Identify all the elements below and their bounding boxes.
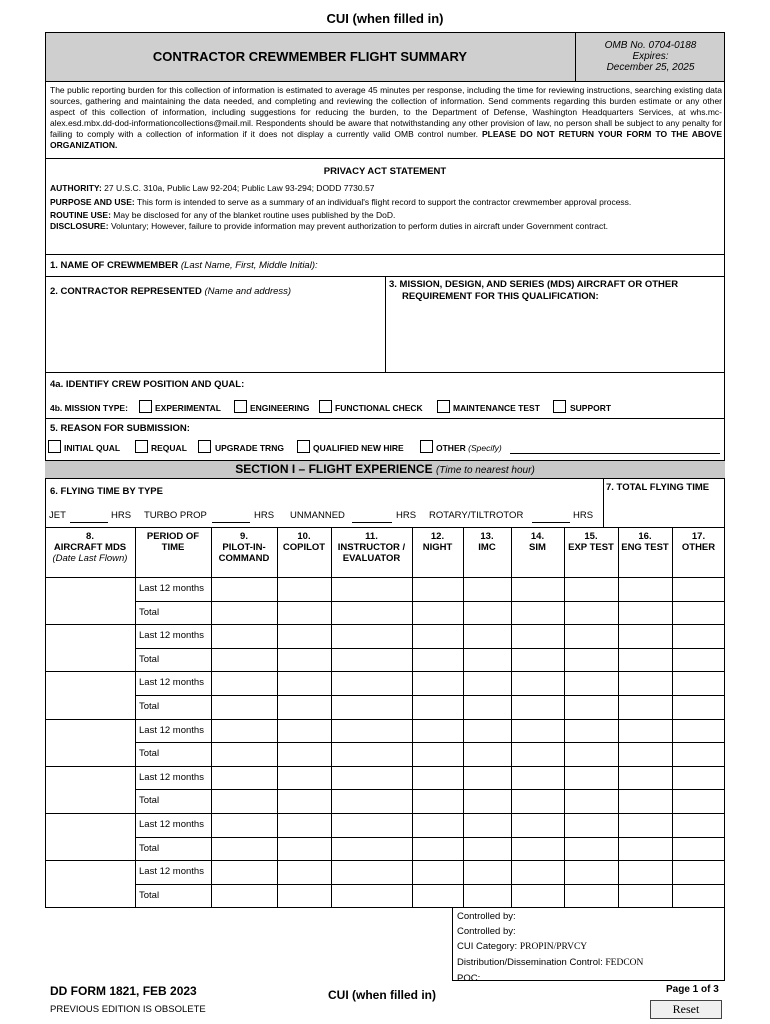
crew-position-input[interactable] — [258, 375, 718, 393]
experimental-label: EXPERIMENTAL — [155, 403, 221, 413]
contractor-label: 2. CONTRACTOR REPRESENTED — [50, 286, 202, 297]
hours-input[interactable] — [464, 885, 510, 907]
period-label: Last 12 months — [139, 819, 204, 830]
column-header — [135, 531, 211, 553]
authority-label: AUTHORITY: — [50, 183, 102, 193]
hours-input[interactable] — [212, 672, 276, 694]
hours-input[interactable] — [413, 838, 462, 860]
hours-input[interactable] — [565, 578, 617, 600]
other-reason-text: OTHER — [436, 443, 466, 453]
column-header — [412, 531, 463, 553]
hours-input[interactable] — [212, 696, 276, 718]
column-label: NIGHT — [422, 542, 453, 553]
hours-input[interactable] — [565, 790, 617, 812]
hours-input[interactable] — [673, 578, 724, 600]
hours-input[interactable] — [565, 743, 617, 765]
column-header — [277, 531, 331, 553]
turbo-prop-hrs-label: HRS — [254, 510, 275, 521]
hours-input[interactable] — [332, 602, 411, 624]
hours-input[interactable] — [673, 767, 724, 789]
hours-input[interactable] — [565, 814, 617, 836]
period-label: Last 12 months — [139, 677, 204, 689]
contractor-input[interactable] — [48, 300, 382, 370]
hours-input[interactable] — [413, 885, 462, 907]
field-1-label — [50, 260, 318, 271]
column-label: PILOT-IN-COMMAND — [218, 542, 270, 564]
cui-banner-bottom: CUI (when filled in) — [328, 988, 436, 1002]
functional-check-checkbox[interactable] — [319, 400, 332, 413]
field-3-label — [389, 279, 678, 303]
column-number: 17. — [691, 531, 706, 542]
privacy-title: PRIVACY ACT STATEMENT — [323, 166, 447, 177]
disclosure-text: Voluntary; However, failure to provide information may prevent authorization to perform duties in aircraft under Government contract. — [110, 221, 608, 231]
hours-input[interactable] — [464, 696, 510, 718]
hours-input[interactable] — [278, 861, 330, 883]
aircraft-mds-input[interactable] — [47, 862, 133, 905]
column-header — [564, 531, 618, 553]
column-header — [618, 531, 672, 553]
support-label: SUPPORT — [570, 403, 612, 413]
jet-label: JET — [49, 510, 66, 521]
period-label: Last 12 months — [139, 630, 204, 642]
hours-input[interactable] — [512, 696, 563, 718]
column-label: EXP TEST — [568, 542, 614, 553]
section-1-title — [45, 462, 725, 476]
column-number: 8. — [86, 531, 94, 542]
column-label: OTHER — [681, 542, 716, 553]
support-checkbox[interactable] — [553, 400, 566, 413]
hours-input[interactable] — [332, 814, 411, 836]
hours-input[interactable] — [673, 625, 724, 647]
hours-input[interactable] — [565, 767, 617, 789]
hours-input[interactable] — [212, 649, 276, 671]
hours-input[interactable] — [512, 790, 563, 812]
mds-input[interactable] — [388, 306, 722, 370]
hours-input[interactable] — [565, 672, 617, 694]
hours-input[interactable] — [619, 672, 671, 694]
hours-input[interactable] — [212, 625, 276, 647]
hours-input[interactable] — [332, 696, 411, 718]
hours-input[interactable] — [512, 649, 563, 671]
hours-input[interactable] — [332, 720, 411, 742]
hours-input[interactable] — [619, 743, 671, 765]
mds-label-line2: REQUIREMENT FOR THIS QUALIFICATION: — [402, 291, 599, 302]
hours-input[interactable] — [565, 625, 617, 647]
hours-input[interactable] — [413, 720, 462, 742]
hours-input[interactable] — [413, 743, 462, 765]
hours-input[interactable] — [212, 743, 276, 765]
hours-input[interactable] — [332, 625, 411, 647]
column-header — [463, 531, 511, 553]
initial-qual-label: INITIAL QUAL — [64, 443, 121, 453]
hours-input[interactable] — [413, 790, 462, 812]
poc-label: POC: — [457, 973, 481, 984]
crewmember-name-label: 1. NAME OF CREWMEMBER — [50, 260, 179, 271]
expires-label: Expires: — [632, 51, 669, 62]
form-title: CONTRACTOR CREWMEMBER FLIGHT SUMMARY — [152, 49, 468, 64]
hours-input[interactable] — [673, 602, 724, 624]
hours-input[interactable] — [332, 767, 411, 789]
hours-input[interactable] — [565, 602, 617, 624]
hours-input[interactable] — [413, 672, 462, 694]
hours-input[interactable] — [413, 649, 462, 671]
maintenance-test-label: MAINTENANCE TEST — [453, 403, 540, 413]
period-label: Total — [139, 889, 160, 901]
period-label: Total — [139, 701, 160, 712]
qualified-new-hire-checkbox[interactable] — [297, 440, 310, 453]
hours-input[interactable] — [512, 720, 563, 742]
flying-time-label: 6. FLYING TIME BY TYPE — [50, 486, 163, 497]
column-number: 9. — [240, 531, 248, 542]
purpose-label: PURPOSE AND USE: — [50, 197, 135, 207]
column-header — [211, 531, 277, 564]
unmanned-hrs-input[interactable] — [352, 522, 392, 523]
routine-label: ROUTINE USE: — [50, 210, 111, 220]
hours-input[interactable] — [413, 578, 462, 600]
hours-input[interactable] — [413, 696, 462, 718]
hours-input[interactable] — [332, 838, 411, 860]
disclosure-label: DISCLOSURE: — [50, 221, 109, 231]
column-number: 14. — [530, 531, 545, 542]
hours-input[interactable] — [413, 814, 462, 836]
hours-input[interactable] — [464, 838, 510, 860]
rotary-hrs-label: HRS — [573, 510, 594, 521]
hours-input[interactable] — [619, 790, 671, 812]
period-label: Last 12 months — [139, 771, 204, 783]
hours-input[interactable] — [619, 602, 671, 624]
hours-input[interactable] — [565, 885, 617, 907]
hours-input[interactable] — [619, 578, 671, 600]
obsolete-notice: PREVIOUS EDITION IS OBSOLETE — [50, 1004, 206, 1015]
column-label: ENG TEST — [621, 542, 669, 553]
column-label: COPILOT — [282, 542, 326, 553]
purpose-text: This form is intended to serve as a summary of an individual's flight record to support the contractor crewmember approval process. — [136, 197, 632, 207]
hours-input[interactable] — [512, 767, 563, 789]
hours-input[interactable] — [619, 861, 671, 883]
unmanned-label: UNMANNED — [290, 510, 345, 521]
hours-input[interactable] — [278, 767, 330, 789]
hours-input[interactable] — [673, 720, 724, 742]
hours-input[interactable] — [464, 649, 510, 671]
requal-checkbox[interactable] — [135, 440, 148, 453]
field-2-label — [50, 286, 291, 297]
crewmember-name-input[interactable] — [330, 256, 720, 274]
hours-input[interactable] — [464, 814, 510, 836]
aircraft-mds-input[interactable] — [47, 721, 133, 764]
hours-input[interactable] — [512, 814, 563, 836]
hours-input[interactable] — [413, 861, 462, 883]
hours-input[interactable] — [413, 625, 462, 647]
hours-input[interactable] — [512, 602, 563, 624]
hours-input[interactable] — [619, 838, 671, 860]
dissem-label: Distribution/Dissemination Control: — [457, 957, 603, 968]
column-label: AIRCRAFT MDS — [53, 542, 127, 553]
hours-input[interactable] — [565, 696, 617, 718]
rotary-label: ROTARY/TILTROTOR — [429, 510, 524, 521]
hours-input[interactable] — [332, 790, 411, 812]
column-number: 13. — [480, 531, 494, 542]
period-label: Total — [139, 748, 160, 760]
hours-input[interactable] — [512, 578, 563, 600]
column-label: INSTRUCTOR / EVALUATOR — [337, 542, 406, 564]
hours-input[interactable] — [212, 838, 276, 860]
hours-input[interactable] — [673, 790, 724, 812]
section-1-hint: (Time to nearest hour) — [435, 465, 535, 476]
aircraft-mds-input[interactable] — [47, 768, 133, 811]
cui-control-text — [457, 909, 643, 986]
requal-label: REQUAL — [151, 443, 187, 453]
controlled-by-1: Controlled by: — [457, 911, 516, 922]
other-reason-label — [436, 443, 502, 453]
other-reason-hint: (Specify) — [468, 443, 502, 453]
table-column-divider — [135, 527, 136, 908]
hours-input[interactable] — [332, 649, 411, 671]
reset-button[interactable]: Reset — [650, 1000, 722, 1019]
contractor-hint: (Name and address) — [204, 286, 292, 297]
hours-input[interactable] — [464, 720, 510, 742]
hours-input[interactable] — [332, 861, 411, 883]
hours-input[interactable] — [278, 743, 330, 765]
mds-label-line1: 3. MISSION, DESIGN, AND SERIES (MDS) AIRCRAFT OR OTHER — [389, 279, 679, 290]
mission-type-label: 4b. MISSION TYPE: — [50, 403, 128, 413]
period-label: Total — [139, 653, 160, 665]
hours-input[interactable] — [212, 720, 276, 742]
other-reason-input[interactable] — [510, 453, 720, 454]
period-label: Total — [139, 795, 160, 807]
column-header — [45, 531, 135, 564]
hours-input[interactable] — [212, 602, 276, 624]
hours-input[interactable] — [619, 649, 671, 671]
hours-input[interactable] — [619, 720, 671, 742]
hours-input[interactable] — [619, 814, 671, 836]
hours-input[interactable] — [464, 790, 510, 812]
section-1-heading: SECTION I – FLIGHT EXPERIENCE — [235, 462, 433, 476]
period-label: Last 12 months — [139, 866, 204, 878]
hours-input[interactable] — [673, 649, 724, 671]
experimental-checkbox[interactable] — [139, 400, 152, 413]
column-label: SIM — [529, 542, 546, 553]
burden-text: The public reporting burden for this collection of information is estimated to average 45 minutes per response, including the time for reviewing instructions, searching existing data sources, gathering and maintaining the data needed, and completing and reviewing the collection of information. Send comments regarding this burden estimate or any other aspect of this collection of information, including suggestions for reducing the burden, to the Department of Defense, Washington Headquarters Services, at whs.mc-alex.esd.mbx.dd-dod-informationcollections@mail.mil. Respondents should be aware that notwithstanding any other provision of law, no person shall be subject to any penalty for failing to comply with a collection of information if it does not display a currently valid OMB control number. — [50, 85, 722, 139]
qualified-new-hire-label: QUALIFIED NEW HIRE — [313, 443, 404, 453]
rotary-hrs-input[interactable] — [532, 522, 570, 523]
column-header — [331, 531, 412, 564]
column-number: 16. — [638, 531, 652, 542]
hours-input[interactable] — [464, 861, 510, 883]
functional-check-label: FUNCTIONAL CHECK — [335, 403, 423, 413]
burden-warning: PLEASE DO NOT RETURN YOUR FORM TO THE ABOVE ORGANIZATION. — [50, 129, 722, 150]
hours-input[interactable] — [278, 885, 330, 907]
jet-hrs-input[interactable] — [70, 522, 108, 523]
hours-input[interactable] — [512, 672, 563, 694]
hours-input[interactable] — [278, 672, 330, 694]
omb-info — [576, 40, 725, 73]
hours-input[interactable] — [673, 814, 724, 836]
column-number: 15. — [584, 531, 598, 542]
hours-input[interactable] — [464, 743, 510, 765]
hours-input[interactable] — [212, 790, 276, 812]
hours-input[interactable] — [212, 814, 276, 836]
period-label: Last 12 months — [139, 724, 204, 736]
hours-input[interactable] — [212, 767, 276, 789]
turbo-prop-label: TURBO PROP — [144, 510, 207, 521]
hours-input[interactable] — [278, 649, 330, 671]
privacy-statement — [50, 183, 720, 232]
hours-input[interactable] — [464, 625, 510, 647]
omb-number: OMB No. 0704-0188 — [604, 40, 697, 51]
crew-position-label: 4a. IDENTIFY CREW POSITION AND QUAL: — [50, 379, 245, 390]
maintenance-test-checkbox[interactable] — [437, 400, 450, 413]
total-flying-time-label: 7. TOTAL FLYING TIME — [606, 482, 710, 493]
engineering-checkbox[interactable] — [234, 400, 247, 413]
period-label: Total — [139, 606, 160, 618]
hours-input[interactable] — [212, 861, 276, 883]
period-label: Total — [139, 842, 160, 854]
hours-input[interactable] — [512, 838, 563, 860]
hours-input[interactable] — [278, 625, 330, 647]
controlled-by-2: Controlled by: — [457, 926, 516, 937]
jet-hrs-label: HRS — [111, 510, 132, 521]
column-label: IMC — [478, 542, 496, 553]
turbo-prop-hrs-input[interactable] — [212, 522, 250, 523]
hours-input[interactable] — [212, 885, 276, 907]
hours-input[interactable] — [464, 578, 510, 600]
flight-experience-table — [45, 527, 725, 908]
column-header — [511, 531, 564, 553]
hours-input[interactable] — [332, 743, 411, 765]
period-label: Last 12 months — [139, 583, 204, 594]
total-flying-time-input[interactable] — [606, 497, 722, 525]
hours-input[interactable] — [413, 602, 462, 624]
hours-input[interactable] — [673, 696, 724, 718]
hours-input[interactable] — [278, 838, 330, 860]
unmanned-hrs-label: HRS — [396, 510, 417, 521]
dissem-value: FEDCON — [605, 958, 644, 968]
hours-input[interactable] — [278, 790, 330, 812]
hours-input[interactable] — [512, 861, 563, 883]
initial-qual-checkbox[interactable] — [48, 440, 61, 453]
hours-input[interactable] — [565, 838, 617, 860]
hours-input[interactable] — [332, 885, 411, 907]
hours-input[interactable] — [512, 885, 563, 907]
hours-input[interactable] — [278, 578, 330, 600]
engineering-label: ENGINEERING — [250, 403, 310, 413]
aircraft-mds-input[interactable] — [47, 579, 133, 622]
hours-input[interactable] — [332, 672, 411, 694]
aircraft-mds-input[interactable] — [47, 815, 133, 858]
hours-input[interactable] — [619, 625, 671, 647]
hours-input[interactable] — [212, 578, 276, 600]
hours-input[interactable] — [673, 838, 724, 860]
hours-input[interactable] — [619, 696, 671, 718]
hours-input[interactable] — [512, 743, 563, 765]
routine-text: May be disclosed for any of the blanket routine uses published by the DoD. — [113, 210, 396, 220]
upgrade-trng-label: UPGRADE TRNG — [215, 443, 284, 453]
upgrade-trng-checkbox[interactable] — [198, 440, 211, 453]
column-number: 10. — [297, 531, 311, 542]
page-number: Page 1 of 3 — [666, 984, 719, 995]
hours-input[interactable] — [565, 720, 617, 742]
column-number: 12. — [430, 531, 445, 542]
hours-input[interactable] — [278, 720, 330, 742]
hours-input[interactable] — [565, 649, 617, 671]
hours-input[interactable] — [464, 672, 510, 694]
column-label: PERIOD OF TIME — [146, 531, 200, 553]
hours-input[interactable] — [619, 885, 671, 907]
hours-input[interactable] — [413, 767, 462, 789]
hours-input[interactable] — [278, 814, 330, 836]
burden-statement — [50, 85, 722, 151]
other-reason-checkbox[interactable] — [420, 440, 433, 453]
hours-input[interactable] — [464, 602, 510, 624]
hours-input[interactable] — [673, 743, 724, 765]
hours-input[interactable] — [278, 696, 330, 718]
hours-input[interactable] — [565, 861, 617, 883]
column-sub-label: (Date Last Flown) — [52, 553, 128, 564]
hours-input[interactable] — [673, 885, 724, 907]
hours-input[interactable] — [278, 602, 330, 624]
form-id: DD FORM 1821, FEB 2023 — [50, 984, 197, 998]
cui-category-value: PROPIN/PRVCY — [519, 942, 588, 952]
crewmember-name-hint: (Last Name, First, Middle Initial): — [180, 260, 318, 271]
cui-category-label: CUI Category: — [457, 941, 518, 952]
hours-input[interactable] — [512, 625, 563, 647]
hours-input[interactable] — [673, 672, 724, 694]
hours-input[interactable] — [619, 767, 671, 789]
aircraft-mds-input[interactable] — [47, 626, 133, 669]
hours-input[interactable] — [332, 578, 411, 600]
cui-banner-top: CUI (when filled in) — [326, 11, 444, 26]
column-header — [672, 531, 725, 553]
column-number: 11. — [365, 531, 378, 542]
expires-date: December 25, 2025 — [606, 62, 695, 73]
authority-text: 27 U.S.C. 310a, Public Law 92-204; Public Law 93-294; DODD 7730.57 — [104, 183, 375, 193]
aircraft-mds-input[interactable] — [47, 673, 133, 716]
hours-input[interactable] — [464, 767, 510, 789]
hours-input[interactable] — [673, 861, 724, 883]
reason-label: 5. REASON FOR SUBMISSION: — [50, 423, 190, 434]
